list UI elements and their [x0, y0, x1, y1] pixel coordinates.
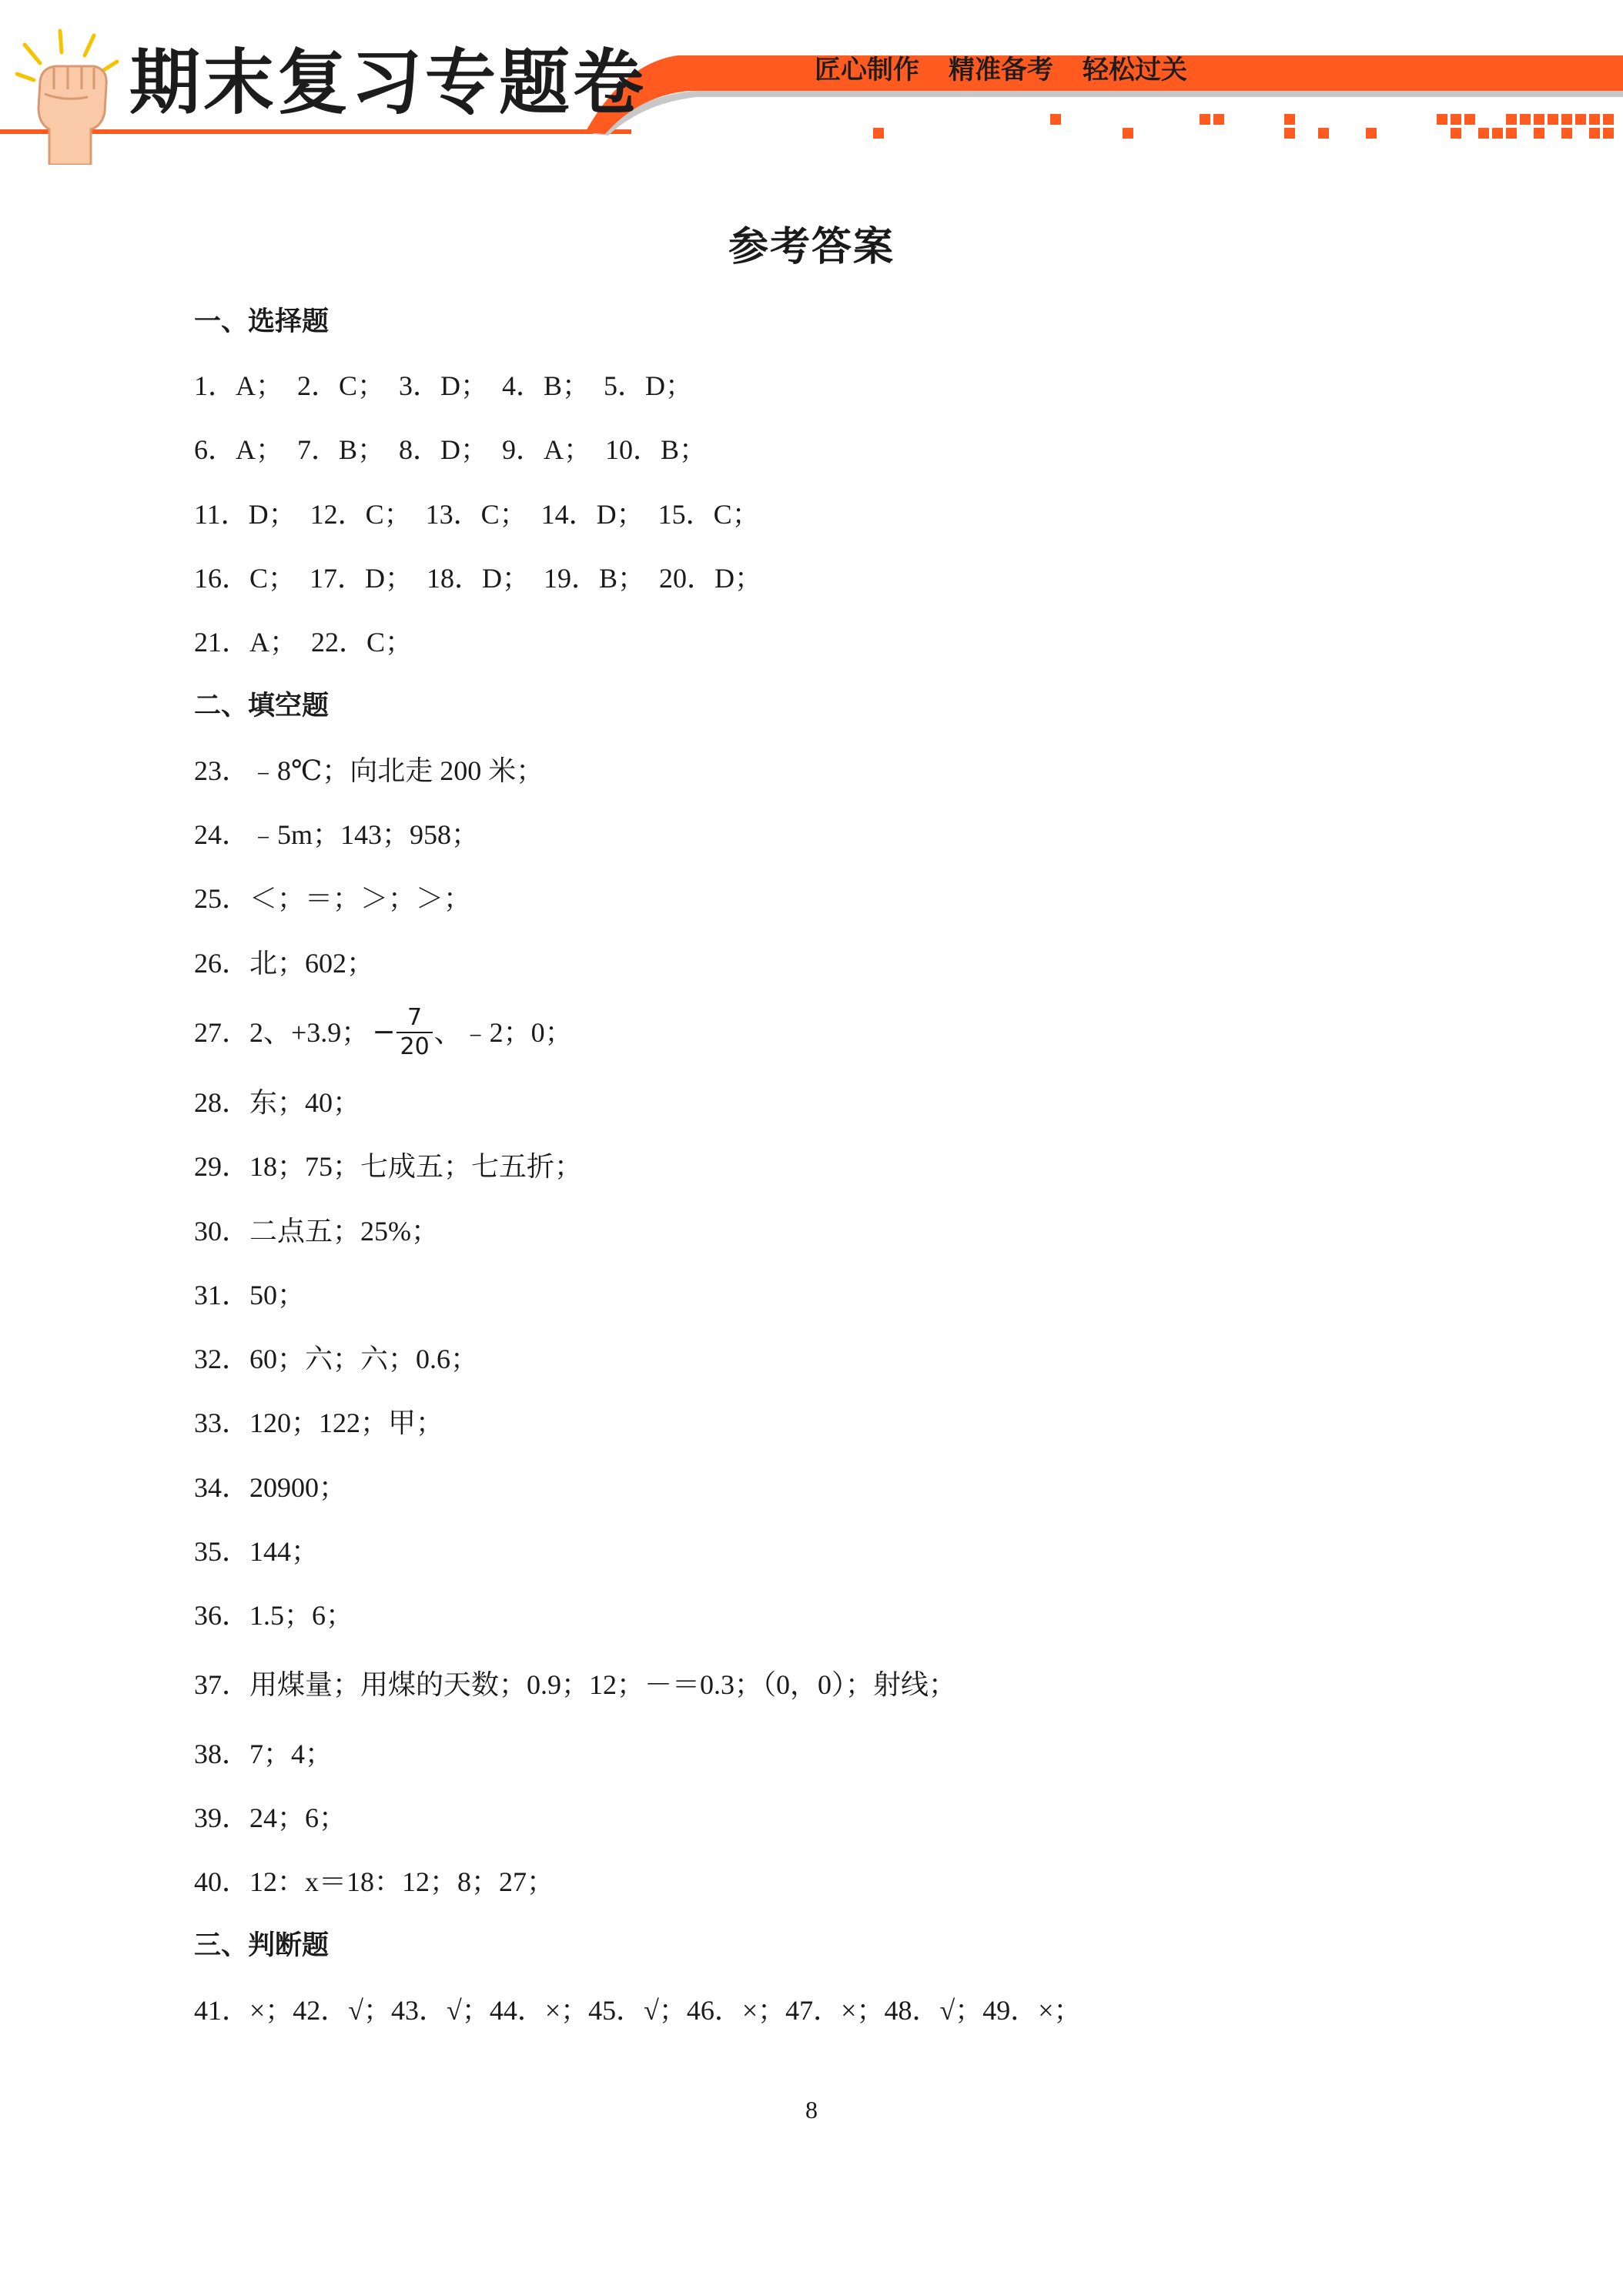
- raised-fist-icon: [11, 28, 126, 165]
- answer-text: 、﹣2；0；: [433, 1017, 573, 1049]
- fraction-denominator: 20: [397, 1032, 432, 1059]
- answer-line: 16．C； 17．D； 18．D； 19．B； 20．D；: [194, 562, 763, 594]
- answer-line: 36．1.5；6；: [194, 1600, 354, 1632]
- section-heading-choice: 一、选择题: [194, 306, 330, 337]
- fraction-numerator: 7: [407, 1004, 423, 1032]
- answer-line: 40．12：x＝18：12；8；27；: [194, 1866, 555, 1898]
- answer-line: 41．×；42．√；43．√；44．×；45．√；46．×；47．×；48．√；49．×；: [194, 1994, 1082, 2026]
- answer-line: 34．20900；: [194, 1471, 347, 1503]
- answer-line: 31．50；: [194, 1279, 306, 1310]
- answer-line: 25．＜；＝；＞；＞；: [194, 883, 472, 915]
- answer-line-with-fraction: [194, 995, 1503, 1070]
- answer-line: 1．A； 2．C； 3．D； 4．B； 5．D；: [194, 370, 694, 401]
- answer-line: 29．18；75；七成五；七五折；: [194, 1151, 583, 1183]
- answer-line: 38．7；4；: [194, 1738, 333, 1769]
- answer-line: 39．24；6；: [194, 1802, 347, 1833]
- page-number: 8: [805, 2096, 818, 2124]
- answer-line: 6．A； 7．B； 8．D； 9．A； 10．B；: [194, 434, 708, 466]
- minus-sign: −: [372, 1016, 396, 1049]
- slogan-craft: 匠心制作: [815, 55, 919, 85]
- page-title: 参考答案: [728, 224, 895, 270]
- answer-line: 21．A； 22．C；: [194, 627, 413, 658]
- slogan-prepare: 精准备考: [949, 55, 1053, 85]
- answer-text: 27．2、+3.9；: [194, 1017, 370, 1049]
- answer-content: [194, 290, 1503, 2042]
- answer-line: 26．北；602；: [194, 947, 375, 979]
- answer-line: 24．﹣5m；143；958；: [194, 819, 480, 851]
- brand-title: 期末复习专题卷: [129, 42, 648, 124]
- answer-line: 37．用煤量；用煤的天数；0.9；12；－＝0.3；（0，0）；射线；: [194, 1668, 957, 1700]
- answer-line: 35．144；: [194, 1535, 320, 1567]
- section-heading-judge: 三、判断题: [194, 1930, 330, 1962]
- answer-line: 28．东；40；: [194, 1086, 361, 1118]
- header-slogans: [815, 57, 1187, 83]
- answer-line: 11．D； 12．C； 13．C； 14．D； 15．C；: [194, 498, 760, 530]
- section-heading-fill: 二、填空题: [194, 691, 330, 722]
- page-header: [0, 0, 1623, 177]
- answer-line: 33．120；122；甲；: [194, 1407, 444, 1439]
- answer-line: 23．﹣8℃；向北走 200 米；: [194, 755, 544, 786]
- slogan-pass: 轻松过关: [1083, 55, 1187, 85]
- answer-line: 30．二点五；25%；: [194, 1215, 439, 1247]
- fraction: [397, 1006, 432, 1059]
- answer-line: 32．60；六；六；0.6；: [194, 1344, 479, 1375]
